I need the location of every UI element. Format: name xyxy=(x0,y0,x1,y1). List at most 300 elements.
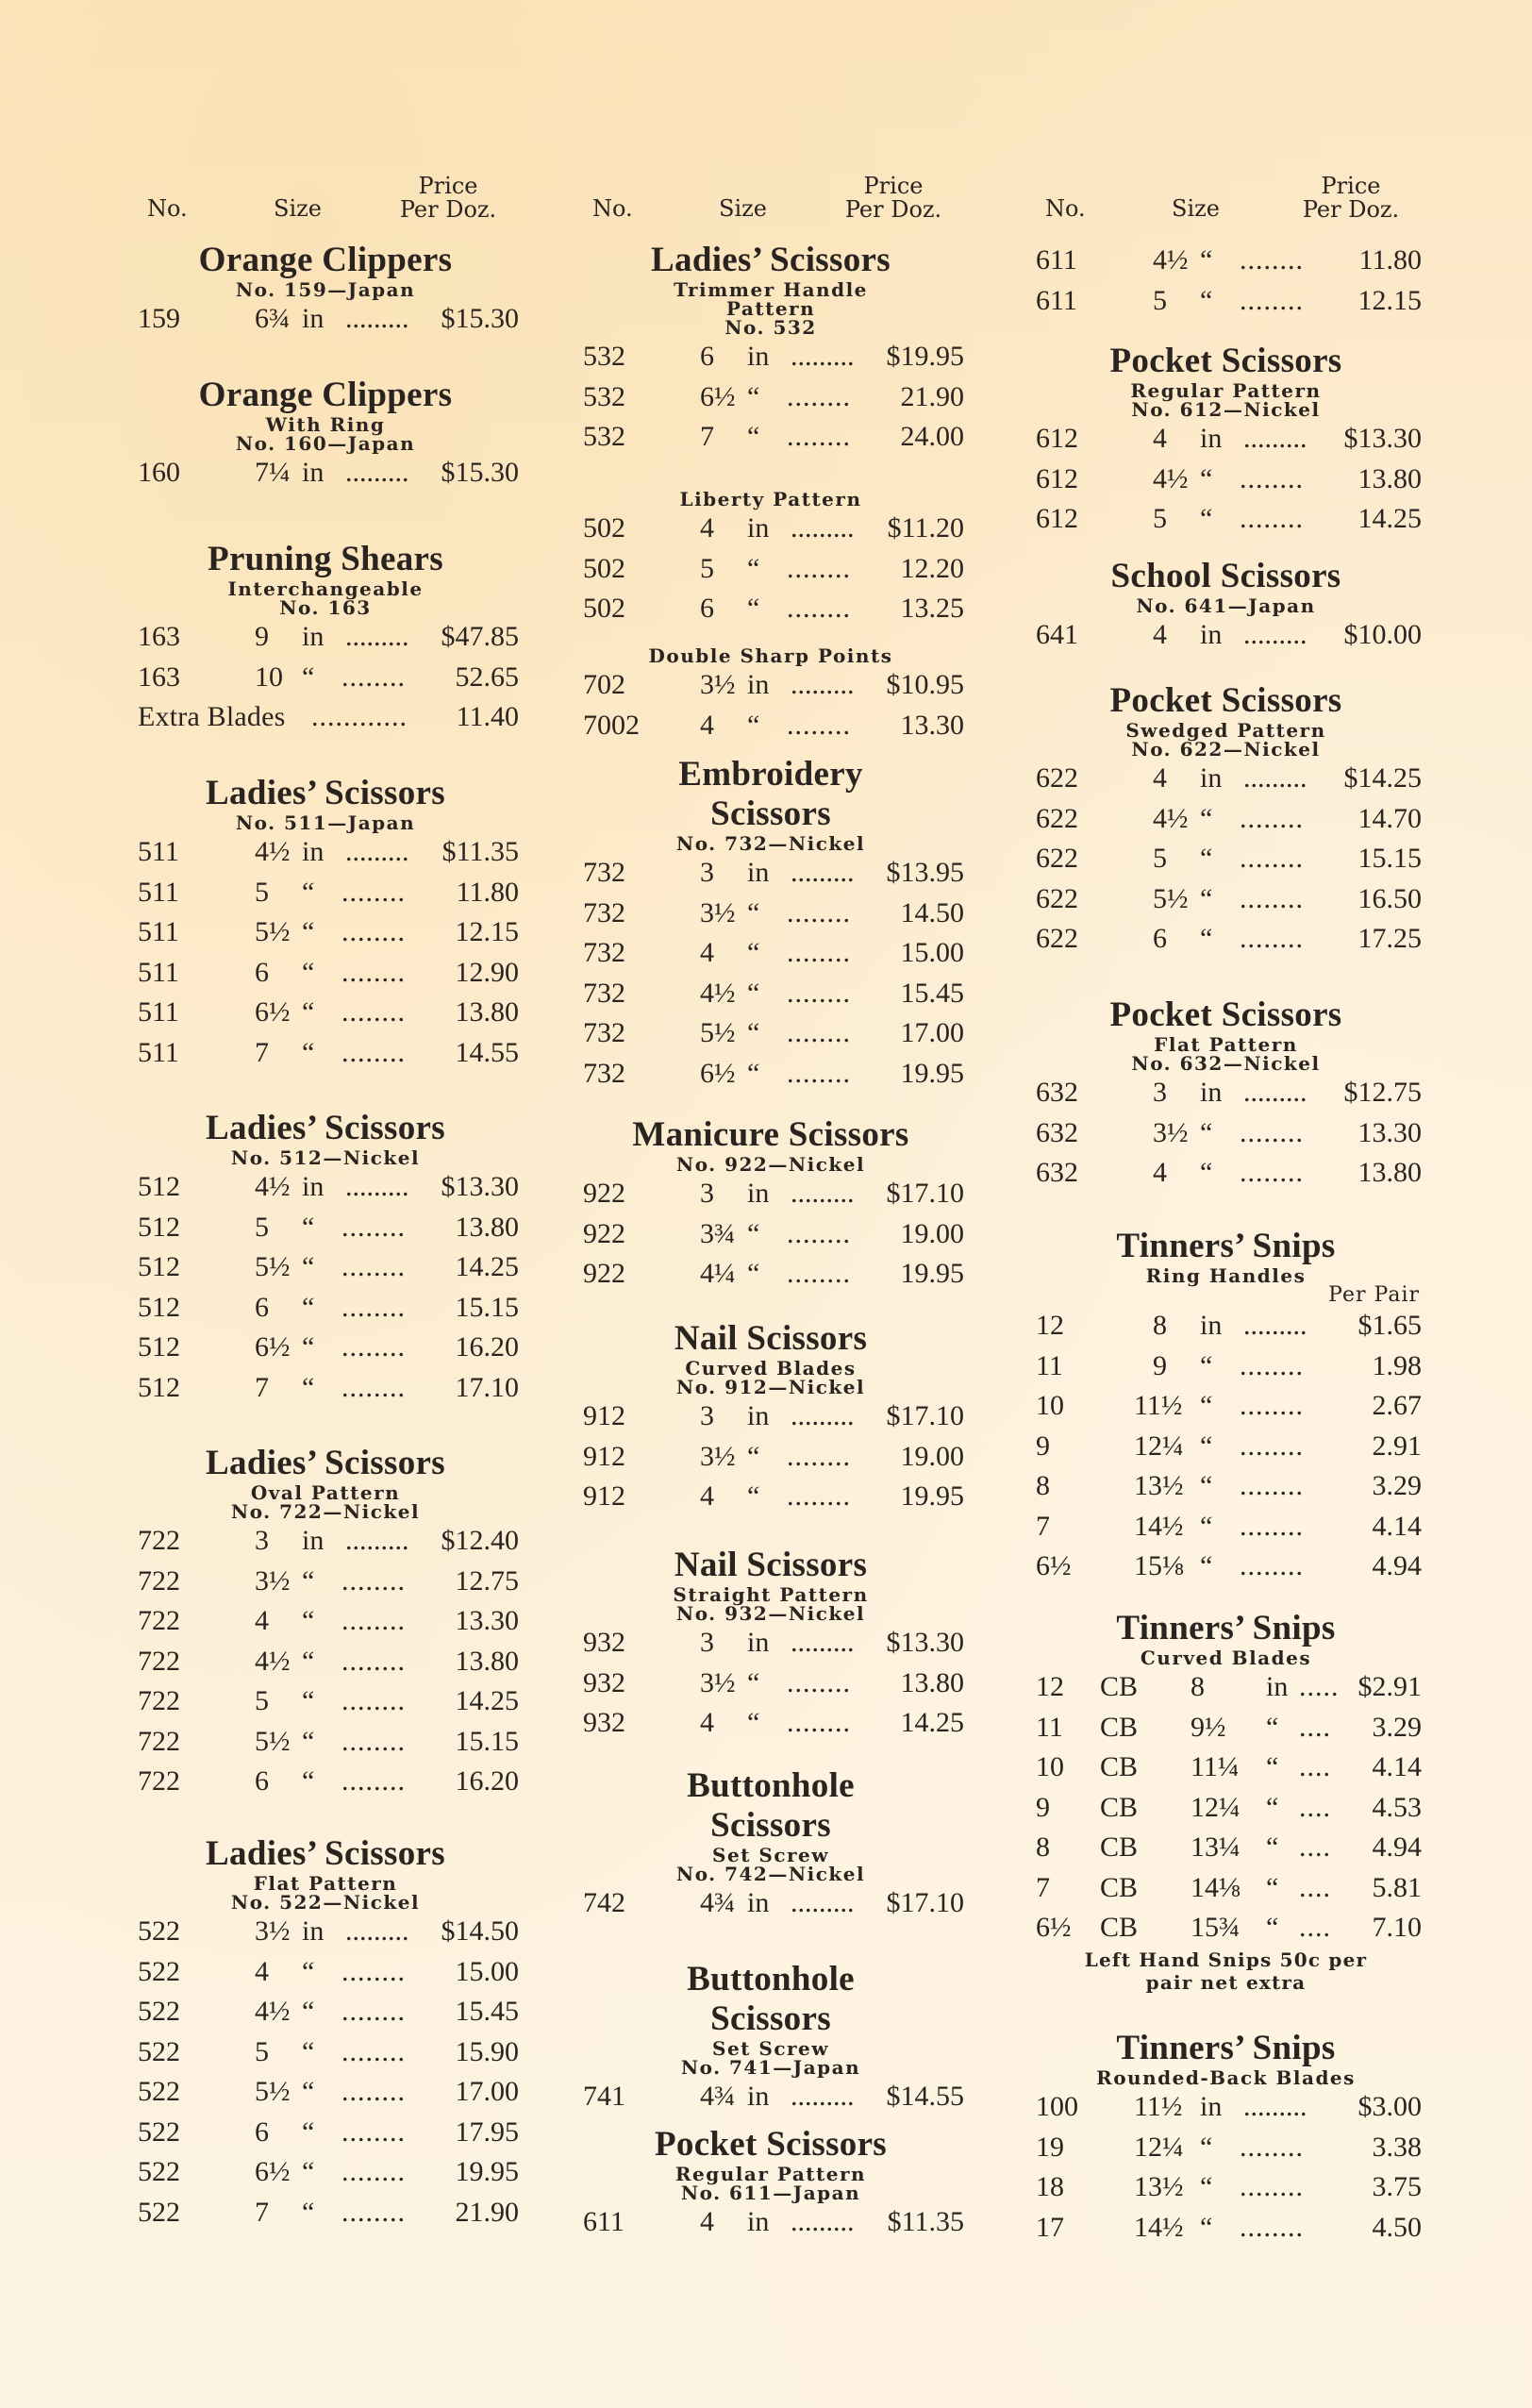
leader-dots: .... xyxy=(1299,1711,1331,1743)
price-row xyxy=(132,1328,519,1368)
blade-code: CB xyxy=(1100,1831,1139,1863)
leader-dots: ........ xyxy=(787,421,851,452)
item-size: 4½ xyxy=(255,1996,291,2027)
leader-dots: ........ xyxy=(1240,284,1304,316)
section-subtitle: Set Screw xyxy=(712,1844,829,1866)
item-size: 4 xyxy=(700,1707,714,1738)
leader-dots: ........ xyxy=(1240,1390,1304,1421)
size-unit: in xyxy=(302,457,325,488)
item-price: 15.45 xyxy=(900,977,964,1009)
size-unit: “ xyxy=(302,996,315,1028)
blade-code: CB xyxy=(1100,1671,1139,1702)
item-price: 15.00 xyxy=(455,1955,519,1987)
item-number: 722 xyxy=(138,1605,180,1636)
item-number: 512 xyxy=(138,1331,180,1363)
leader-dots: ........ xyxy=(341,1331,406,1363)
leader-dots: ........ xyxy=(341,1725,406,1757)
size-unit: in xyxy=(747,1178,770,1209)
item-size: 10 xyxy=(255,661,283,693)
item-number: 10 xyxy=(1036,1751,1064,1782)
item-number: 922 xyxy=(583,1258,625,1289)
leader-dots: ........ xyxy=(787,1666,851,1698)
item-number: 741 xyxy=(583,2081,625,2112)
item-price: 19.95 xyxy=(900,1258,964,1289)
leader-dots: .... xyxy=(1299,1831,1331,1863)
item-size: 7 xyxy=(255,2196,269,2228)
item-price: 12.15 xyxy=(455,916,519,947)
item-number: 100 xyxy=(1036,2091,1078,2122)
item-size: 5 xyxy=(255,1211,269,1243)
leader-dots: ........ xyxy=(1240,1116,1304,1148)
item-price: $17.10 xyxy=(886,1400,964,1431)
item-price: 11.40 xyxy=(456,701,519,732)
item-number: 512 xyxy=(138,1291,180,1323)
price-row xyxy=(132,617,519,658)
item-number: 511 xyxy=(138,956,179,988)
item-number: 163 xyxy=(138,621,180,652)
price-row xyxy=(1030,1346,1422,1387)
product-section xyxy=(1030,995,1422,1194)
size-unit: “ xyxy=(302,1291,315,1323)
size-unit: in xyxy=(302,303,325,334)
size-unit: in xyxy=(302,1171,325,1202)
leader-dots: ......... xyxy=(791,1627,855,1658)
leader-dots: .... xyxy=(1299,1791,1331,1823)
leader-dots: ........ xyxy=(1240,1550,1304,1581)
leader-dots: ........ xyxy=(341,2076,406,2107)
item-number: 532 xyxy=(583,341,625,372)
item-price: $15.30 xyxy=(441,303,519,334)
header-price-line2: Per Doz. xyxy=(1302,196,1400,223)
size-unit: in xyxy=(747,1627,770,1658)
column-header xyxy=(132,156,519,222)
item-size: 5 xyxy=(255,876,269,908)
section-subtitle: Oval Pattern xyxy=(250,1481,401,1504)
price-row xyxy=(577,1703,964,1744)
item-number: 912 xyxy=(583,1400,625,1431)
item-number: 742 xyxy=(583,1887,625,1918)
item-size: 4½ xyxy=(1153,244,1189,276)
item-size: 7 xyxy=(255,1371,269,1403)
product-section xyxy=(1030,1227,1422,1587)
item-size: 4 xyxy=(700,2206,714,2237)
price-row xyxy=(1030,241,1422,281)
size-unit: “ xyxy=(747,977,760,1009)
item-number: 932 xyxy=(583,1707,625,1738)
item-number: 502 xyxy=(583,593,625,624)
price-row xyxy=(577,1437,964,1478)
section-title: School Scissors xyxy=(1110,557,1341,595)
item-price: 12.15 xyxy=(1357,284,1422,316)
price-row-curved xyxy=(1030,1667,1422,1708)
item-price: 15.90 xyxy=(455,2035,519,2067)
item-size: 4 xyxy=(1153,423,1167,454)
item-number: 511 xyxy=(138,876,179,908)
item-number: 10 xyxy=(1036,1390,1064,1421)
section-subtitle: No. 622—Nickel xyxy=(1131,738,1321,761)
item-size: 6 xyxy=(700,593,714,624)
item-number: 522 xyxy=(138,2156,180,2187)
price-row xyxy=(132,912,519,953)
size-unit: “ xyxy=(302,876,315,908)
item-price: $13.30 xyxy=(1343,423,1422,454)
section-subtitle: No. 741—Japan xyxy=(680,2056,861,2079)
item-size: 6 xyxy=(255,1291,269,1323)
section-subtitle: Liberty Pattern xyxy=(679,488,862,510)
item-size: 5 xyxy=(1153,503,1167,534)
size-unit: “ xyxy=(302,1564,315,1597)
size-unit: “ xyxy=(747,380,760,412)
price-row xyxy=(577,1214,964,1255)
size-unit: “ xyxy=(1200,1349,1213,1381)
size-unit: “ xyxy=(747,1480,760,1512)
price-row xyxy=(132,658,519,698)
size-unit: “ xyxy=(1200,1157,1213,1188)
price-row xyxy=(577,377,964,418)
product-section xyxy=(132,540,519,738)
item-price: $13.30 xyxy=(886,1627,964,1658)
item-size: 6½ xyxy=(700,380,736,412)
item-size: 9 xyxy=(1153,1349,1167,1381)
item-number: 522 xyxy=(138,1996,180,2027)
product-section xyxy=(132,241,519,340)
item-size: 6 xyxy=(255,956,269,988)
leader-dots: ........ xyxy=(1240,462,1304,494)
item-number: 17 xyxy=(1036,2211,1064,2243)
leader-dots: ........ xyxy=(1240,923,1304,954)
price-row xyxy=(132,1642,519,1682)
item-number: 522 xyxy=(138,1915,180,1947)
size-unit: in xyxy=(747,512,770,543)
section-title: Embroidery Scissors xyxy=(678,755,863,833)
item-price: $3.00 xyxy=(1357,2091,1422,2122)
size-unit: “ xyxy=(747,593,760,624)
item-number: 512 xyxy=(138,1171,180,1202)
item-number: 722 xyxy=(138,1685,180,1716)
price-row xyxy=(132,1033,519,1074)
item-price: 13.80 xyxy=(900,1666,964,1698)
price-row xyxy=(1030,799,1422,840)
left-hand-note: Left Hand Snips 50c per xyxy=(1084,1948,1368,1971)
size-unit: in xyxy=(1200,2091,1223,2122)
section-subtitle: Double Sharp Points xyxy=(648,644,893,667)
price-row xyxy=(577,509,964,549)
header-price-line2: Per Doz. xyxy=(399,196,497,223)
per-pair-label: Per Pair xyxy=(1328,1283,1420,1307)
item-number: 922 xyxy=(583,1217,625,1249)
size-unit: “ xyxy=(1200,1470,1213,1501)
leader-dots: .... xyxy=(1299,1871,1331,1903)
item-number: 612 xyxy=(1036,423,1078,454)
item-size: 4½ xyxy=(700,977,736,1009)
item-size: 3½ xyxy=(700,1440,736,1472)
product-section xyxy=(577,1546,964,1744)
section-title: Ladies’ Scissors xyxy=(206,774,445,812)
leader-dots: ......... xyxy=(345,1915,409,1947)
item-number: 511 xyxy=(138,996,179,1028)
item-number: 502 xyxy=(583,512,625,543)
size-unit: in xyxy=(747,2206,770,2237)
item-number: 18 xyxy=(1036,2171,1064,2202)
size-unit: “ xyxy=(1200,462,1213,494)
item-size: 4 xyxy=(700,709,714,741)
item-number: 732 xyxy=(583,937,625,968)
item-number: 722 xyxy=(138,1645,180,1677)
size-unit: in xyxy=(1200,619,1223,650)
item-size: 5½ xyxy=(255,916,291,947)
section-subtitle: No. 641—Japan xyxy=(1136,594,1316,617)
size-unit: “ xyxy=(302,2115,315,2148)
section-subtitle: No. 512—Nickel xyxy=(230,1146,421,1169)
size-unit: “ xyxy=(747,1666,760,1698)
item-size: 11½ xyxy=(1134,1390,1183,1421)
size-unit: “ xyxy=(747,1707,760,1738)
price-row xyxy=(132,1247,519,1288)
leader-dots: ........ xyxy=(1240,2131,1304,2163)
item-number: 632 xyxy=(1036,1157,1078,1188)
product-section xyxy=(577,490,964,629)
item-size: 5 xyxy=(700,552,714,584)
header-price-line1: Price xyxy=(1321,173,1381,199)
size-unit: “ xyxy=(302,1955,315,1987)
price-row xyxy=(577,337,964,377)
leader-dots: ......... xyxy=(1243,423,1307,454)
price-row xyxy=(1030,281,1422,322)
price-row xyxy=(132,1368,519,1409)
extra-blades-row xyxy=(132,697,519,738)
price-row xyxy=(132,453,519,493)
item-number: 932 xyxy=(583,1627,625,1658)
section-subtitle: Interchangeable xyxy=(227,577,424,600)
item-number: 622 xyxy=(1036,802,1078,834)
header-price-line2: Per Doz. xyxy=(844,196,942,223)
item-size: 6½ xyxy=(700,1057,736,1089)
item-price: 5.81 xyxy=(1372,1871,1422,1903)
item-number: 160 xyxy=(138,457,180,488)
item-price: 24.00 xyxy=(900,421,964,452)
item-number: 912 xyxy=(583,1440,625,1472)
item-price: 4.14 xyxy=(1372,1510,1422,1542)
item-size: 7 xyxy=(700,421,714,452)
size-unit: in xyxy=(747,857,770,888)
price-row xyxy=(132,873,519,913)
price-row xyxy=(1030,1113,1422,1154)
price-row xyxy=(132,832,519,873)
item-price: 4.50 xyxy=(1372,2211,1422,2243)
size-unit: “ xyxy=(747,937,760,968)
item-price: 3.29 xyxy=(1372,1470,1422,1501)
section-subtitle: Flat Pattern xyxy=(253,1872,398,1895)
leader-dots: ........ xyxy=(1240,503,1304,534)
size-unit: “ xyxy=(302,661,315,693)
item-number: 6½ xyxy=(1036,1912,1072,1943)
leader-dots: ........ xyxy=(341,2156,406,2187)
leader-dots: ......... xyxy=(791,2206,855,2237)
item-price: 17.25 xyxy=(1357,923,1422,954)
item-price: 13.25 xyxy=(900,593,964,624)
leader-dots: ......... xyxy=(791,857,855,888)
item-size: 6 xyxy=(1153,923,1167,954)
price-row xyxy=(132,1167,519,1208)
item-price: 12.75 xyxy=(455,1564,519,1597)
item-size: 4 xyxy=(1153,619,1167,650)
leader-dots: ............ xyxy=(311,701,408,732)
price-row xyxy=(577,417,964,458)
header-size: Size xyxy=(274,195,322,222)
price-row xyxy=(132,2032,519,2073)
price-row xyxy=(1030,499,1422,540)
header-size: Size xyxy=(719,195,767,222)
price-row xyxy=(577,1054,964,1095)
section-subtitle: No. 922—Nickel xyxy=(675,1153,866,1176)
item-price: 15.45 xyxy=(455,1996,519,2027)
size-unit: “ xyxy=(1266,1831,1279,1863)
price-row xyxy=(1030,1306,1422,1346)
price-row xyxy=(577,1174,964,1214)
leader-dots: ........ xyxy=(341,956,406,988)
size-unit: “ xyxy=(747,552,760,584)
item-size: 4 xyxy=(255,1955,269,1987)
item-price: 2.91 xyxy=(1372,1430,1422,1462)
item-price: 4.94 xyxy=(1372,1550,1422,1581)
size-unit: “ xyxy=(1266,1711,1279,1743)
header-price-line1: Price xyxy=(863,173,924,199)
size-unit: “ xyxy=(302,1725,315,1757)
leader-dots: ........ xyxy=(1240,244,1304,276)
size-unit: “ xyxy=(1266,1871,1279,1903)
item-number: 522 xyxy=(138,2076,180,2107)
item-size: 4½ xyxy=(255,1171,291,1202)
section-title: Orange Clippers xyxy=(198,376,453,414)
size-unit: “ xyxy=(747,1258,760,1289)
size-unit: in xyxy=(1200,423,1223,454)
blade-code: CB xyxy=(1100,1791,1139,1823)
section-subtitle: No. 160—Japan xyxy=(235,432,416,455)
item-price: $13.95 xyxy=(886,857,964,888)
item-number: 622 xyxy=(1036,762,1078,794)
section-subtitle: No. 522—Nickel xyxy=(230,1891,421,1914)
product-section xyxy=(1030,2029,1422,2248)
leader-dots: ........ xyxy=(341,1211,406,1243)
leader-dots: ........ xyxy=(341,1251,406,1282)
item-size: 4¾ xyxy=(700,1887,736,1918)
item-price: $11.35 xyxy=(887,2206,964,2237)
price-row xyxy=(577,933,964,974)
leader-dots: ........ xyxy=(341,1685,406,1716)
header-no: No. xyxy=(592,195,633,222)
blade-code: CB xyxy=(1100,1711,1139,1743)
price-row xyxy=(132,1681,519,1722)
section-subtitle: Curved Blades xyxy=(1140,1647,1312,1669)
leader-dots: ........ xyxy=(787,896,851,928)
size-unit: “ xyxy=(1200,843,1213,874)
leader-dots: ........ xyxy=(1240,1349,1304,1381)
size-unit: “ xyxy=(302,1211,315,1243)
section-subtitle: No. 912—Nickel xyxy=(675,1376,866,1398)
size-unit: “ xyxy=(747,1057,760,1089)
item-size: 15¾ xyxy=(1191,1912,1241,1943)
item-price: 7.10 xyxy=(1372,1912,1422,1943)
leader-dots: ........ xyxy=(787,937,851,968)
item-size: 13¼ xyxy=(1191,1831,1241,1863)
section-subtitle: Flat Pattern xyxy=(1154,1033,1298,1056)
size-unit: “ xyxy=(1200,1116,1213,1148)
price-row xyxy=(132,1992,519,2032)
size-unit: “ xyxy=(747,1017,760,1048)
item-price: 15.15 xyxy=(455,1291,519,1323)
item-price: $14.55 xyxy=(886,2081,964,2112)
leader-dots: ........ xyxy=(787,380,851,412)
leader-dots: ........ xyxy=(787,1217,851,1249)
item-price: 11.80 xyxy=(1358,244,1422,276)
section-subtitle: Trimmer Handle xyxy=(674,278,868,301)
price-row xyxy=(1030,2208,1422,2249)
item-size: 3 xyxy=(700,1627,714,1658)
item-price: 19.95 xyxy=(900,1480,964,1512)
item-size: 3 xyxy=(255,1525,269,1556)
section-title: Tinners’ Snips xyxy=(1116,1227,1336,1265)
product-section xyxy=(577,1960,964,2117)
leader-dots: ......... xyxy=(791,341,855,372)
item-price: 12.20 xyxy=(900,552,964,584)
item-number: 641 xyxy=(1036,619,1078,650)
leader-dots: ......... xyxy=(791,2081,855,2112)
leader-dots: .... xyxy=(1299,1912,1331,1943)
size-unit: “ xyxy=(1200,2211,1213,2243)
leader-dots: ......... xyxy=(345,621,409,652)
item-size: 3 xyxy=(1153,1077,1167,1108)
section-subtitle: No. 532 xyxy=(724,316,817,339)
leader-dots: ........ xyxy=(341,1605,406,1636)
section-subtitle: No. 732—Nickel xyxy=(675,832,866,855)
size-unit: “ xyxy=(1200,1390,1213,1421)
item-size: 6 xyxy=(255,1765,269,1797)
price-row xyxy=(1030,2167,1422,2208)
item-size: 4½ xyxy=(255,836,291,867)
price-row xyxy=(1030,1466,1422,1507)
item-number: 522 xyxy=(138,2035,180,2067)
leader-dots: ........ xyxy=(1240,2171,1304,2202)
item-number: 522 xyxy=(138,2115,180,2148)
size-unit: “ xyxy=(302,2156,315,2187)
size-unit: “ xyxy=(747,1217,760,1249)
item-price: $11.20 xyxy=(887,512,964,543)
section-subtitle: No. 742—Nickel xyxy=(675,1863,866,1885)
item-size: 6 xyxy=(255,2115,269,2148)
leader-dots: ........ xyxy=(341,1955,406,1987)
item-size: 4 xyxy=(255,1605,269,1636)
product-section xyxy=(132,1444,519,1802)
size-unit: “ xyxy=(302,1765,315,1797)
item-number: 732 xyxy=(583,857,625,888)
item-price: 15.00 xyxy=(900,937,964,968)
price-row xyxy=(577,2077,964,2117)
product-section xyxy=(1030,1609,1422,1994)
leader-dots: ........ xyxy=(787,1017,851,1048)
header-price xyxy=(377,175,519,222)
price-row xyxy=(132,993,519,1033)
item-size: 4 xyxy=(700,512,714,543)
item-price: 14.70 xyxy=(1357,802,1422,834)
size-unit: “ xyxy=(302,1371,315,1403)
section-title: Ladies’ Scissors xyxy=(206,1444,445,1482)
left-hand-note: pair net extra xyxy=(1145,1970,1307,1994)
item-number: 722 xyxy=(138,1564,180,1597)
leader-dots: ........ xyxy=(341,1564,406,1597)
price-row xyxy=(577,1396,964,1437)
product-section xyxy=(1030,241,1422,321)
price-row xyxy=(1030,615,1422,656)
